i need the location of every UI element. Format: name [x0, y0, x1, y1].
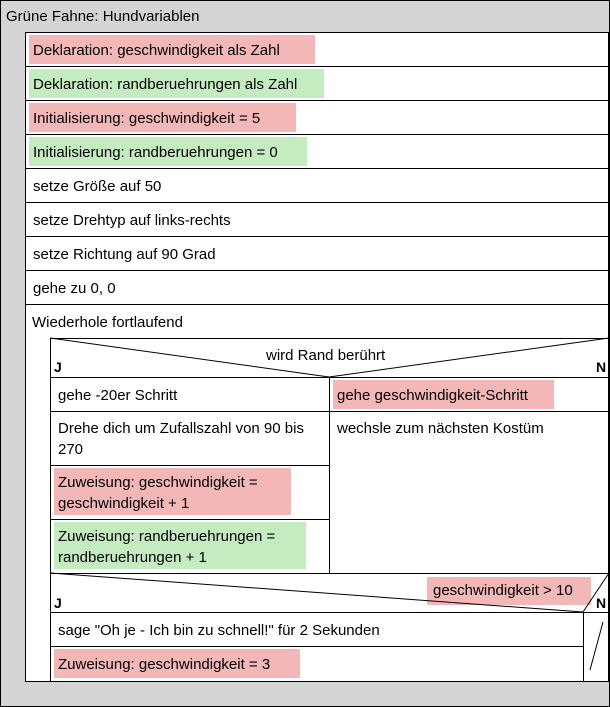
step-text: Drehe dich um Zufallszahl von 90 bis 270: [58, 420, 304, 458]
step-text: Zuweisung: geschwindigkeit = geschwindigkeit + 1: [58, 474, 258, 512]
yes-label: J: [54, 359, 62, 375]
step-text: gehe zu 0, 0: [33, 280, 116, 297]
step-text: gehe geschwindigkeit-Schritt: [337, 387, 528, 404]
if1-left-diagonal: [50, 338, 329, 377]
step-text: gehe -20er Schritt: [58, 387, 178, 404]
if-condition-text: geschwindigkeit > 10: [433, 582, 573, 599]
step-text: Zuweisung: randberuehrungen = randberuehrungen + 1: [58, 528, 276, 566]
step-text: Deklaration: geschwindigkeit als Zahl: [33, 42, 280, 59]
step-text: setze Drehtyp auf links-rechts: [33, 212, 231, 229]
if2-left-diagonal: [50, 573, 583, 612]
no-label: N: [596, 595, 607, 611]
step-text: Initialisierung: geschwindigkeit = 5: [33, 110, 261, 127]
loop-label: Wiederhole fortlaufend: [32, 314, 183, 331]
step-text: wechsle zum nächsten Kostüm: [337, 420, 544, 437]
step-text: Initialisierung: randberuehrungen = 0: [33, 144, 278, 161]
step-text: setze Größe auf 50: [33, 178, 162, 195]
if1-right-diagonal: [329, 338, 609, 377]
if2-right-diagonal: [583, 573, 609, 612]
step-text: setze Richtung auf 90 Grad: [33, 246, 216, 263]
yes-label: J: [54, 595, 62, 611]
if-condition-text: wird Rand berührt: [266, 347, 386, 364]
diagram-title: Grüne Fahne: Hundvariablen: [6, 8, 200, 25]
empty-else-slash: [590, 622, 603, 670]
step-text: Zuweisung: geschwindigkeit = 3: [58, 656, 271, 673]
step-text: Deklaration: randberuehrungen als Zahl: [33, 76, 298, 93]
step-text: sage "Oh je - Ich bin zu schnell!" für 2 Sekunden: [58, 622, 380, 639]
no-label: N: [596, 359, 607, 375]
